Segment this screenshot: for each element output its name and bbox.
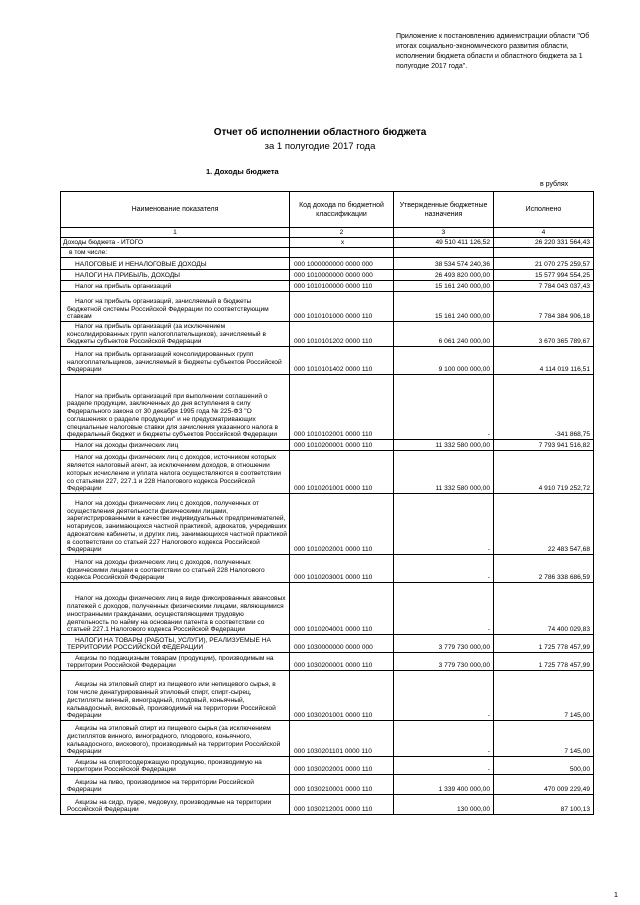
row-approved: - <box>394 583 494 635</box>
row-code: 000 1000000000 0000 000 <box>290 258 394 270</box>
table-row <box>61 653 594 671</box>
row-approved: 130 000,00 <box>394 795 494 815</box>
row-approved: 49 510 411 126,52 <box>394 238 494 248</box>
table-row <box>61 721 594 757</box>
row-code: 000 1030200001 0000 110 <box>290 653 394 671</box>
row-code: 000 1030210001 0000 110 <box>290 775 394 795</box>
row-approved: - <box>394 757 494 775</box>
row-approved: 15 161 240 000,00 <box>394 292 494 322</box>
row-name: Налог на прибыль организаций, зачисляемый в бюджеты бюджетной системы Российской Федерации по соответствующим ставкам <box>67 297 269 321</box>
row-executed: 87 100,13 <box>494 795 594 815</box>
row-executed: 22 483 547,68 <box>494 494 594 555</box>
row-executed: 500,00 <box>494 757 594 775</box>
row-name: Доходы бюджета - ИТОГО <box>63 239 143 247</box>
row-executed: 7 793 941 516,82 <box>494 440 594 451</box>
row-approved: 6 061 240 000,00 <box>394 322 494 347</box>
row-name: Налог на прибыль организаций консолидированных групп налогоплательщиков, зачисляемый в бюджеты субъектов Российской Федерации <box>67 350 282 374</box>
row-executed: 7 145,00 <box>494 671 594 721</box>
row-executed <box>494 248 594 258</box>
units-label: в рублях <box>540 181 569 188</box>
column-number: 2 <box>290 228 394 238</box>
row-name: Акцизы на этиловый спирт из пищевого сырья (за исключением дистиллятов винного, виноградного, плодового, коньячного, кальвадосного, вискового), производимый на территории Российской Федерации <box>67 725 281 756</box>
column-header-code: Код дохода по бюджетной классификации <box>290 192 394 228</box>
table-row <box>61 248 594 258</box>
page-number: 1 <box>613 890 618 899</box>
row-approved: - <box>394 375 494 440</box>
column-header-approved: Утвержденные бюджетные назначения <box>394 192 494 228</box>
row-name: Налог на доходы физических лиц с доходов, полученных физическими лицами в соответствии со статьей 228 Налогового кодекса Российской Федерации <box>67 558 265 582</box>
row-executed: 74 400 029,83 <box>494 583 594 635</box>
row-code: 000 1010201001 0000 110 <box>290 451 394 494</box>
row-code: 000 1010102001 0000 110 <box>290 375 394 440</box>
table-row <box>61 347 594 375</box>
row-approved: 9 100 000 000,00 <box>394 347 494 375</box>
row-approved: 11 332 580 000,00 <box>394 451 494 494</box>
row-code: 000 1010204001 0000 110 <box>290 583 394 635</box>
row-name: НАЛОГОВЫЕ И НЕНАЛОГОВЫЕ ДОХОДЫ <box>75 261 207 269</box>
row-executed: 1 725 778 457,99 <box>494 653 594 671</box>
row-code: 000 1030202001 0000 110 <box>290 757 394 775</box>
row-approved <box>394 248 494 258</box>
table-row <box>61 555 594 583</box>
row-approved: 3 779 730 000,00 <box>394 653 494 671</box>
row-name: Налог на прибыль организаций <box>75 283 172 291</box>
row-approved: 15 161 240 000,00 <box>394 281 494 292</box>
row-code: 000 1030212001 0000 110 <box>290 795 394 815</box>
row-code: 000 1010200001 0000 110 <box>290 440 394 451</box>
row-name: Акцизы на пиво, производимое на территории Российской Федерации <box>67 778 254 794</box>
row-executed: 21 070 275 259,57 <box>494 258 594 270</box>
row-executed: 7 784 043 037,43 <box>494 281 594 292</box>
row-name: НАЛОГИ НА ТОВАРЫ (РАБОТЫ, УСЛУГИ), РЕАЛИЗУЕМЫЕ НА ТЕРРИТОРИИ РОССИЙСКОЙ ФЕДЕРАЦИИ <box>67 636 271 652</box>
report-title: Отчет об исполнении областного бюджета <box>213 127 427 138</box>
row-code: 000 1010100000 0000 110 <box>290 281 394 292</box>
row-approved: - <box>394 555 494 583</box>
row-approved: 3 779 730 000,00 <box>394 635 494 653</box>
row-executed: 7 784 384 906,18 <box>494 292 594 322</box>
row-code: 000 1010101402 0000 110 <box>290 347 394 375</box>
table-row <box>61 635 594 653</box>
row-approved: - <box>394 721 494 757</box>
row-approved: - <box>394 671 494 721</box>
row-executed: 1 725 778 457,99 <box>494 635 594 653</box>
row-name: в том числе: <box>69 249 108 257</box>
row-name: Налог на доходы физических лиц с доходов, источником которых является налоговый агент, за исключением доходов, в отношении которых исчисление и уплата налога осуществляются в соответствии со статьями 227, 227.1 и 228 Налогового кодекса Российской Федерации <box>67 454 281 493</box>
row-name: Акцизы на спиртосодержащую продукцию, производимую на территории Российской Федерации <box>67 758 262 774</box>
appendix-note: Приложение к постановлению администрации области "Об итогах социально-экономического развития области, исполнении бюджета области и областного бюджета за 1 полугодие 2017 года". <box>396 33 590 70</box>
row-code: 000 1010101202 0000 110 <box>290 322 394 347</box>
table-row <box>61 775 594 795</box>
section-heading: 1. Доходы бюджета <box>206 167 279 176</box>
row-code <box>290 248 394 258</box>
row-executed: 4 910 719 252,72 <box>494 451 594 494</box>
row-name: Налог на доходы физических лиц <box>75 442 179 450</box>
row-executed: 4 114 019 116,51 <box>494 347 594 375</box>
table-row <box>61 270 594 281</box>
column-number: 4 <box>494 228 594 238</box>
table-row <box>61 375 594 440</box>
table-row <box>61 451 594 494</box>
row-approved: 1 339 400 000,00 <box>394 775 494 795</box>
row-executed: 3 670 365 789,67 <box>494 322 594 347</box>
row-code: 000 1010000000 0000 000 <box>290 270 394 281</box>
row-executed: 2 786 338 686,59 <box>494 555 594 583</box>
table-row <box>61 238 594 248</box>
row-name: Налог на прибыль организаций (за исключением консолидированных групп налогоплательщиков), зачисляемый в бюджеты субъектов Российской Федерации <box>67 322 266 346</box>
row-code: 000 1030201001 0000 110 <box>290 671 394 721</box>
row-approved: 38 534 574 240,36 <box>394 258 494 270</box>
row-code: 000 1010101000 0000 110 <box>290 292 394 322</box>
row-approved: 26 493 820 000,00 <box>394 270 494 281</box>
row-approved: 11 332 580 000,00 <box>394 440 494 451</box>
table-row <box>61 292 594 322</box>
row-executed: 15 577 994 554,25 <box>494 270 594 281</box>
row-code: 000 1010202001 0000 110 <box>290 494 394 555</box>
table-row <box>61 671 594 721</box>
column-number: 1 <box>61 228 290 238</box>
table-row <box>61 322 594 347</box>
table-row <box>61 583 594 635</box>
table-row <box>61 258 594 270</box>
row-approved: - <box>394 494 494 555</box>
row-executed: 7 145,00 <box>494 721 594 757</box>
table-row <box>61 440 594 451</box>
row-name: Налог на доходы физических лиц в виде фиксированных авансовых платежей с доходов, полученных физическими лицами, являющимися иностранными гражданами, осуществляющими трудовую деятельность по найму на основании патента в соответствии со статьей 227.1 Налогового кодекса Российской Федерации <box>67 595 286 634</box>
row-code: 000 1010203001 0000 110 <box>290 555 394 583</box>
row-code: 000 1030000000 0000 000 <box>290 635 394 653</box>
row-executed: -341 868,75 <box>494 375 594 440</box>
table-row <box>61 281 594 292</box>
table-row <box>61 795 594 815</box>
row-code: x <box>290 238 394 248</box>
row-name: Акцизы по подакцизным товарам (продукции), производимым на территории Российской Федерации <box>67 654 274 670</box>
row-code: 000 1030201101 0000 110 <box>290 721 394 757</box>
row-executed: 26 220 331 564,43 <box>494 238 594 248</box>
column-number: 3 <box>394 228 494 238</box>
table-body <box>61 238 594 815</box>
table-row <box>61 757 594 775</box>
report-subtitle: за 1 полугодие 2017 года <box>264 141 376 152</box>
row-name: Налог на доходы физических лиц с доходов, полученных от осуществления деятельности физическими лицами, зарегистрированными в качестве индивидуальных предпринимателей, нотариусов, занимающихся частной практикой, адвокатов, учредивших адвокатские кабинеты, и других лиц, занимающихся частной практикой в соответствии со статьей 227 Налогового кодекса Российской Федерации <box>67 500 287 554</box>
row-name: НАЛОГИ НА ПРИБЫЛЬ, ДОХОДЫ <box>75 272 181 280</box>
row-executed: 470 009 229,49 <box>494 775 594 795</box>
row-name: Акцизы на этиловый спирт из пищевого или непищевого сырья, в том числе денатурированный этиловый спирт, спирт-сырец, дистилляты винный, виноградный, плодовый, коньячный, кальвадосный, висковый, производимый на территории Российской Федерации <box>67 681 276 720</box>
revenue-table <box>60 191 594 815</box>
column-header-name: Наименование показателя <box>61 192 290 228</box>
row-name: Акцизы на сидр, пуаре, медовуху, производимые на территории Российской Федерации <box>67 798 272 814</box>
table-row <box>61 494 594 555</box>
column-header-executed: Исполнено <box>494 192 594 228</box>
row-name: Налог на прибыль организаций при выполнении соглашений о разделе продукции, заключенных до дня вступления в силу Федерального закона от 30 декабря 1995 года № 225-ФЗ "О соглашениях о разделе продукции" и не предусматривающих специальные налоговые ставки для зачисления указанного налога в федеральный бюджет и бюджеты субъектов Российской Федерации <box>67 392 278 439</box>
